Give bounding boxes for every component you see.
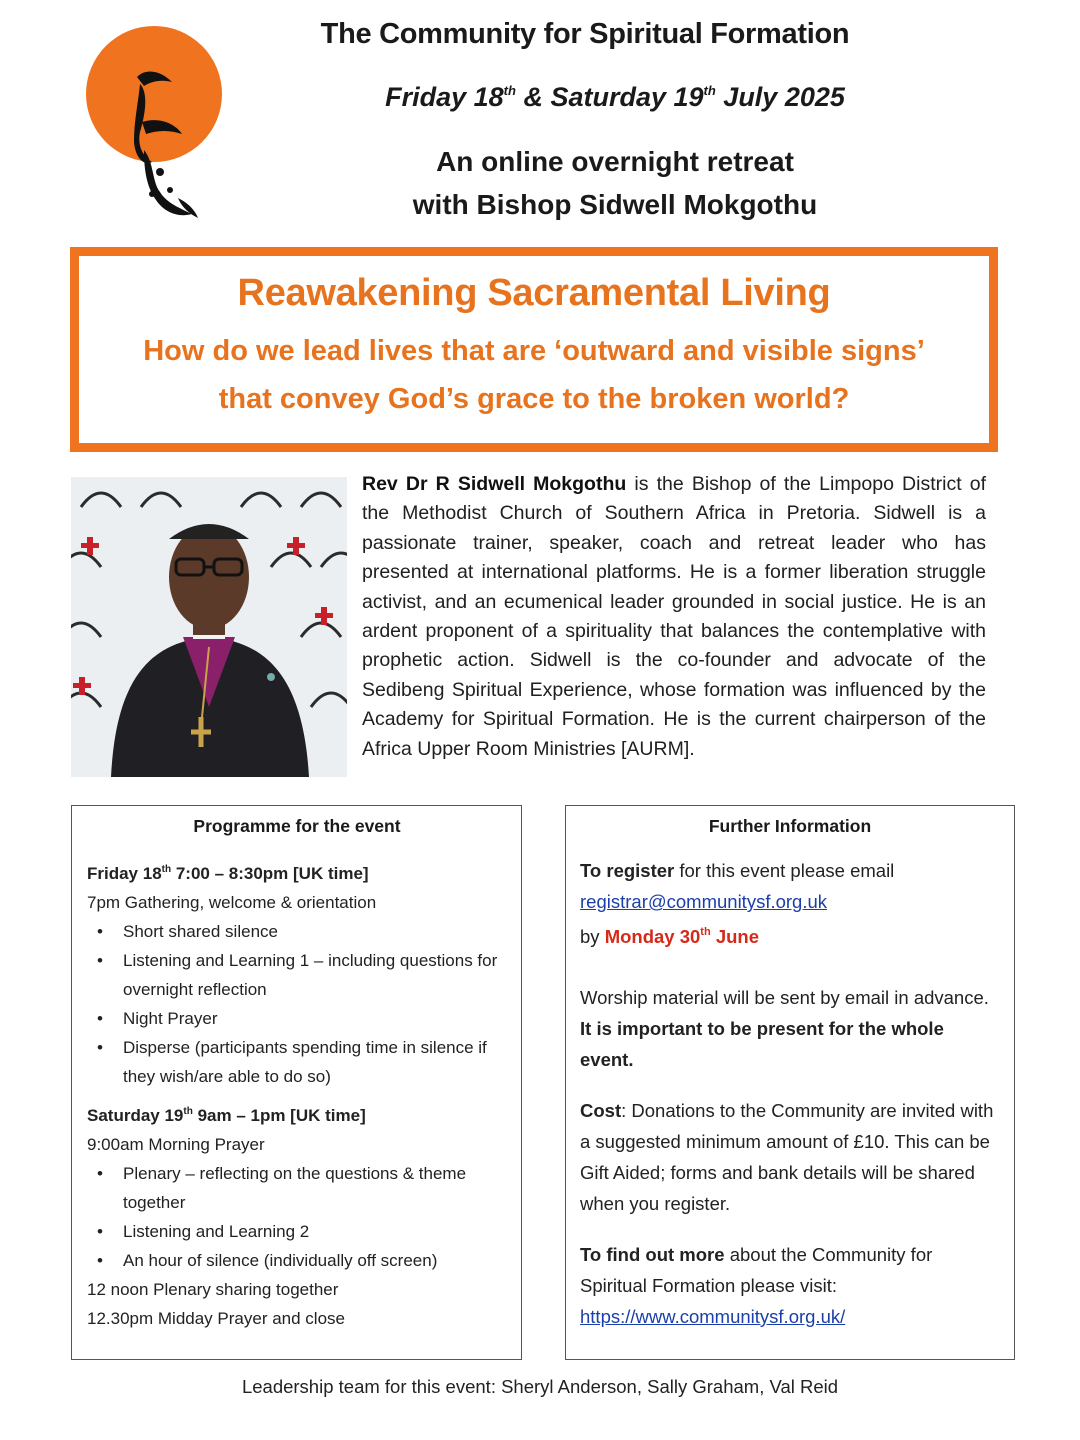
organization-title: The Community for Spiritual Formation	[320, 18, 850, 50]
list-item: • Disperse (participants spending time in silence if they wish/are able to do so)	[123, 1033, 507, 1091]
list-item: • An hour of silence (individually off screen)	[123, 1246, 507, 1275]
register-paragraph: To register for this event please email registrar@communitysf.org.uk by Monday 30th June	[580, 860, 895, 947]
list-item: • Listening and Learning 2	[123, 1217, 507, 1246]
saturday-list	[87, 1159, 507, 1275]
registration-deadline: Monday 30th June	[604, 926, 760, 947]
worship-paragraph: Worship material will be sent by email in advance. It is important to be present for the whole event.	[580, 987, 989, 1070]
info-heading: Further Information	[708, 816, 872, 836]
retreat-theme-banner	[70, 247, 998, 452]
bishop-photo	[71, 477, 347, 777]
event-subtitle: An online overnight retreat with Bishop Sidwell Mokgothu	[412, 146, 818, 220]
saturday-intro: 9:00am Morning Prayer	[87, 1135, 265, 1154]
programme-box	[71, 805, 522, 1360]
list-item: • Night Prayer	[123, 1004, 507, 1033]
registrar-email-link[interactable]: registrar@communitysf.org.uk	[580, 891, 828, 912]
website-link[interactable]: https://www.communitysf.org.uk/	[580, 1306, 846, 1327]
friday-intro: 7pm Gathering, welcome & orientation	[87, 893, 377, 912]
saturday-heading: Saturday 19th 9am – 1pm [UK time]	[87, 1106, 366, 1125]
retreat-question: How do we lead lives that are ‘outward and visible signs’ that convey God’s grace to the broken world?	[143, 335, 925, 415]
friday-heading: Friday 18th 7:00 – 8:30pm [UK time]	[87, 864, 369, 883]
programme-heading: Programme for the event	[193, 816, 401, 836]
further-information-box	[565, 805, 1015, 1360]
event-dates: Friday 18th & Saturday 19th July 2025	[385, 82, 845, 112]
saturday-noon: 12 noon Plenary sharing together	[87, 1280, 339, 1299]
list-item: • Listening and Learning 1 – including questions for overnight reflection	[123, 946, 507, 1004]
list-item: • Plenary – reflecting on the questions & theme together	[123, 1159, 507, 1217]
cost-paragraph: Cost: Donations to the Community are invited with a suggested minimum amount of £10. This can be Gift Aided; forms and bank details will be shared when you register.	[580, 1100, 994, 1214]
community-logo	[82, 22, 232, 232]
friday-list	[87, 917, 507, 1091]
saturday-close: 12.30pm Midday Prayer and close	[87, 1309, 345, 1328]
retreat-title: Reawakening Sacramental Living	[237, 272, 831, 314]
bishop-biography: Rev Dr R Sidwell Mokgothu is the Bishop of the Limpopo District of the Methodist Church of Southern Africa in Pretoria. Sidwell is a passionate trainer, speaker, coach and retreat leader who has presented at international platforms. He is a former liberation struggle activist, and an ecumenical leader grounded in social justice. He is an ardent proponent of a spirituality that balances the contemplative with prophetic action. Sidwell is the co-founder and advocate of the Sedibeng Spiritual Experience, whose formation was influenced by the Academy for Spiritual Formation. He is the current chairperson of the Africa Upper Room Ministries [AURM].	[362, 473, 986, 760]
list-item: • Short shared silence	[123, 917, 507, 946]
leadership-team: Leadership team for this event: Sheryl Anderson, Sally Graham, Val Reid	[241, 1376, 839, 1397]
more-info-paragraph: To find out more about the Community for Spiritual Formation please visit: https://www.communitysf.org.uk/	[580, 1244, 933, 1327]
